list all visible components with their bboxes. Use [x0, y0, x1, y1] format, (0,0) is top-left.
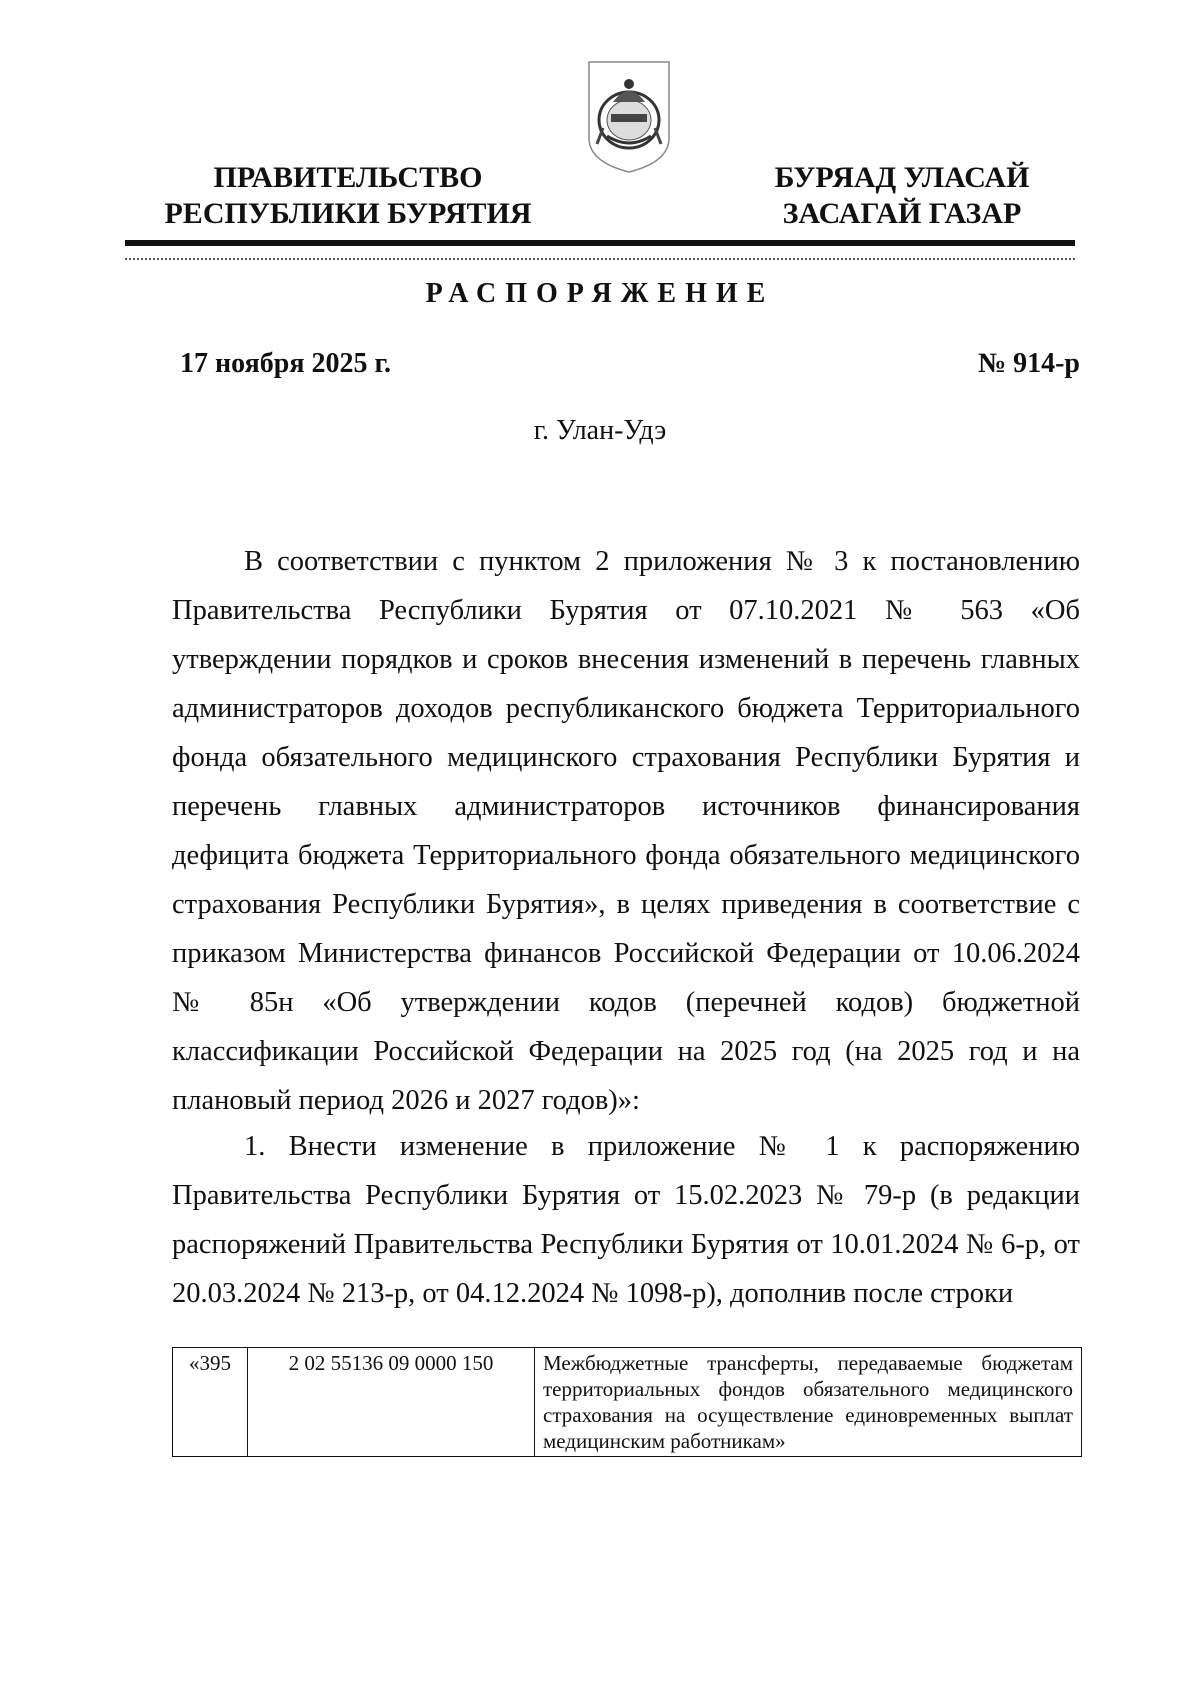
government-name-buryat-line2: ЗАСАГАЙ ГАЗАР	[782, 197, 1022, 230]
budget-code-table	[172, 1347, 1082, 1457]
table-cell-admin-code: «395	[173, 1348, 248, 1457]
document-city: г. Улан-Удэ	[533, 415, 667, 446]
header-divider-thin	[125, 258, 1075, 260]
header-divider-thick	[125, 240, 1075, 246]
government-name-line2: РЕСПУБЛИКИ БУРЯТИЯ	[164, 197, 532, 230]
document-number: № 914-р	[977, 348, 1080, 379]
government-name-buryat	[752, 160, 1052, 232]
government-name-russian	[158, 160, 538, 232]
preamble-paragraph: В соответствии с пунктом 2 приложения № 3 к постановлению Правительства Республики Бурятия от 07.10.2021 № 563 «Об утверждении порядков и сроков внесения изменений в перечень главных администраторов доходов республиканского бюджета Территориального фонда обязательного медицинского страхования Республики Бурятия и перечень главных администраторов источников финансирования дефицита бюджета Территориального фонда обязательного медицинского страхования Республики Бурятия», в целях приведения в соответствие с приказом Министерства финансов Российской Федерации от 10.06.2024 № 85н «Об утверждении кодов (перечней кодов) бюджетной классификации Российской Федерации на 2025 год (на 2025 год и на плановый период 2026 и 2027 годов)»:	[172, 546, 1080, 1116]
table-row	[173, 1348, 1082, 1457]
clause-1-paragraph: 1. Внести изменение в приложение № 1 к распоряжению Правительства Республики Бурятия от 15.02.2023 № 79-р (в редакции распоряжений Правительства Республики Бурятия от 10.01.2024 № 6-р, от 20.03.2024 № 213-р, от 04.12.2024 № 1098-р), дополнив после строки	[172, 1131, 1080, 1309]
table-cell-kbk: 2 02 55136 09 0000 150	[248, 1348, 535, 1457]
table-cell-description: Межбюджетные трансферты, передаваемые бюджетам территориальных фондов обязательного медицинского страхования на осуществление единовременных выплат медицинским работникам»	[535, 1348, 1082, 1457]
government-name-buryat-line1: БУРЯАД УЛАСАЙ	[774, 161, 1030, 194]
document-title: РАСПОРЯЖЕНИЕ	[425, 278, 775, 309]
government-name-line1: ПРАВИТЕЛЬСТВО	[213, 161, 483, 194]
document-date: 17 ноября 2025 г.	[180, 348, 392, 379]
coat-of-arms-icon	[583, 58, 675, 176]
